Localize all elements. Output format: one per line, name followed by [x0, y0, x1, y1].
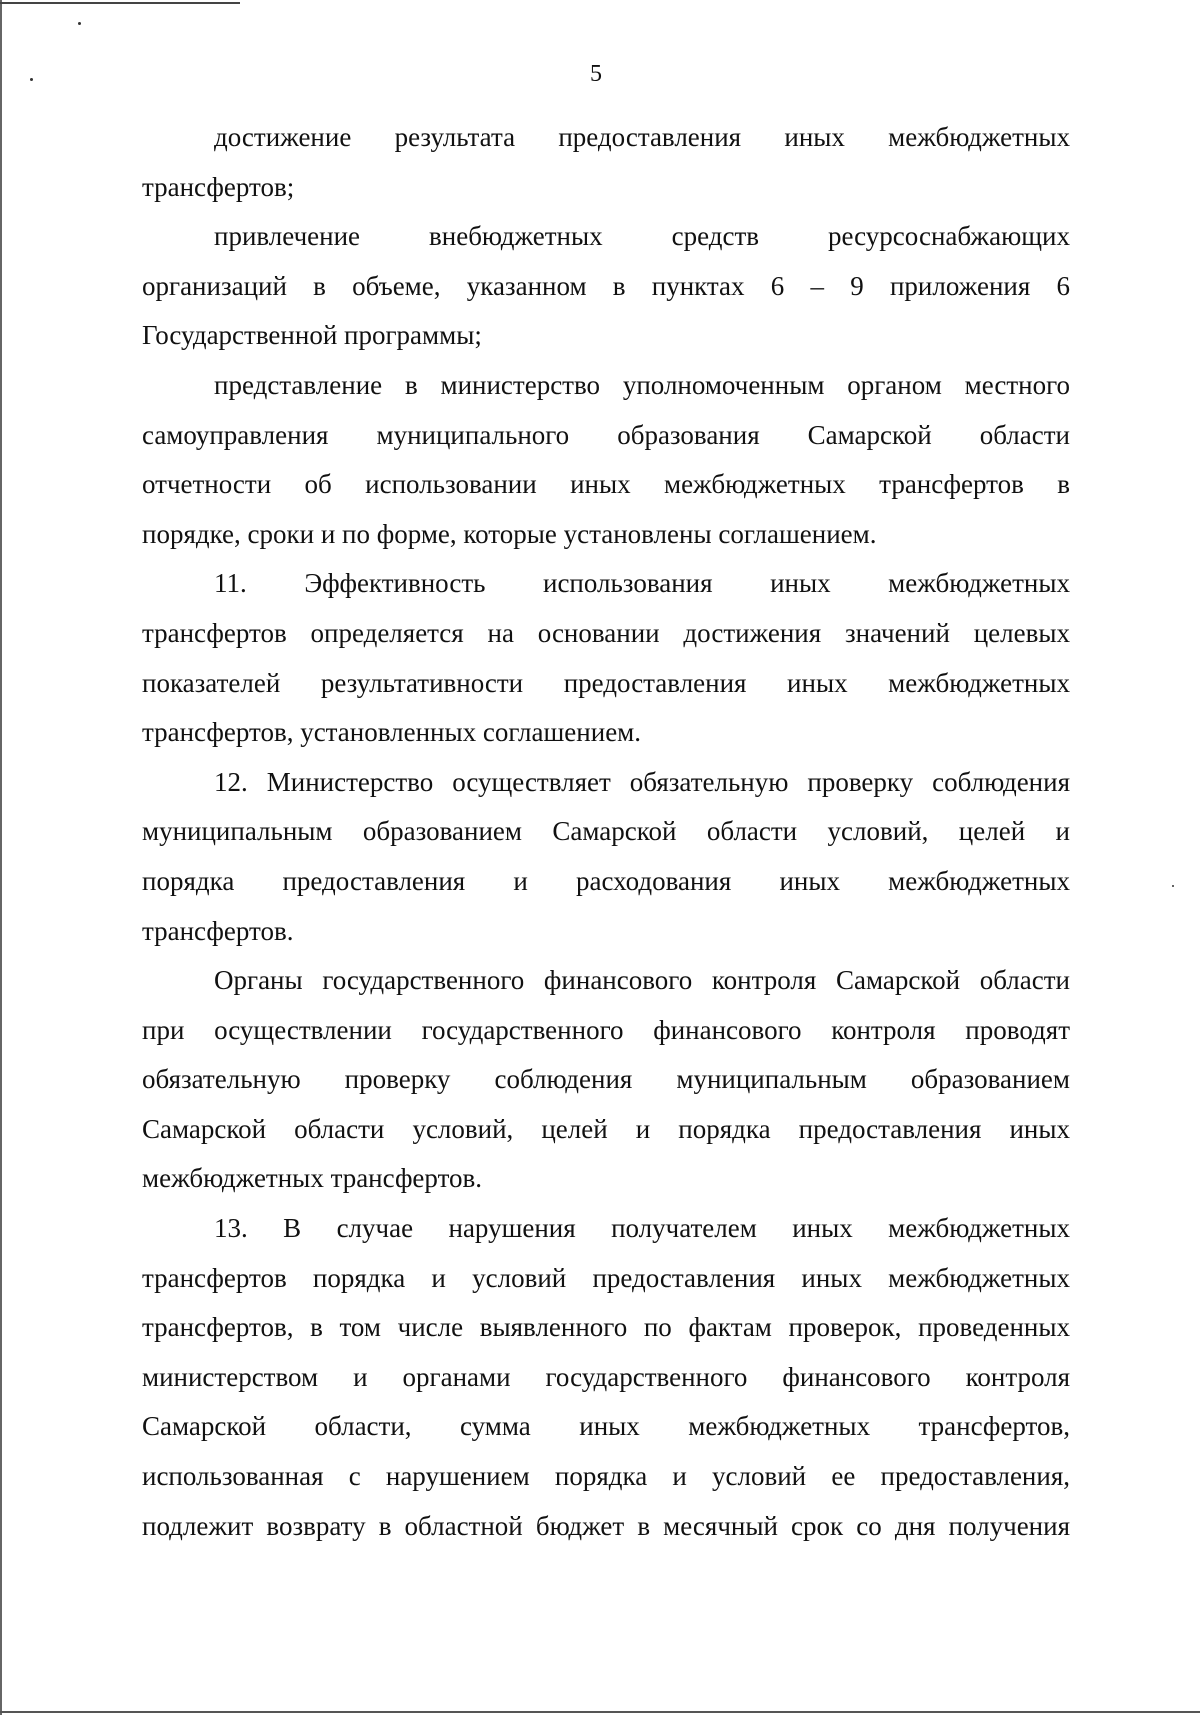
- text-line: отчетности об использовании иных межбюджетных трансфертов в: [142, 469, 1070, 500]
- text-line: обязательную проверку соблюдения муниципальным образованием: [142, 1064, 1070, 1095]
- text-line: трансфертов, установленных соглашением.: [142, 717, 642, 748]
- text-line: при осуществлении государственного финансового контроля проводят: [142, 1014, 1070, 1045]
- text-line: 11. Эффективность использования иных межбюджетных: [214, 568, 1070, 599]
- text-line: Самарской области условий, целей и порядка предоставления иных: [142, 1113, 1070, 1144]
- text-line: показателей результативности предоставления иных межбюджетных: [142, 667, 1070, 698]
- text-line: трансфертов определяется на основании достижения значений целевых: [142, 617, 1070, 648]
- text-line: самоуправления муниципального образования Самарской области: [142, 419, 1070, 450]
- paragraph-result-achievement: [142, 113, 1070, 212]
- text-line: муниципальным образованием Самарской области условий, целей и: [142, 816, 1070, 847]
- text-line: 13. В случае нарушения получателем иных межбюджетных: [214, 1213, 1070, 1244]
- scan-speck: [78, 22, 81, 25]
- text-line: Органы государственного финансового контроля Самарской области: [214, 965, 1070, 996]
- scan-edge-top: [0, 2, 240, 4]
- paragraph-12-ministry-check: [142, 758, 1070, 956]
- text-line: порядка предоставления и расходования иных межбюджетных: [142, 865, 1070, 896]
- text-line: порядке, сроки и по форме, которые установлены соглашением.: [142, 518, 877, 549]
- text-line: Самарской области, сумма иных межбюджетных трансфертов,: [142, 1411, 1070, 1442]
- text-line: организаций в объеме, указанном в пунктах 6 – 9 приложения 6: [142, 270, 1070, 301]
- paragraph-13-violations: [142, 1204, 1070, 1551]
- text-line: 12. Министерство осуществляет обязательную проверку соблюдения: [214, 766, 1070, 797]
- page-number: 5: [590, 61, 602, 87]
- scan-speck: [1172, 885, 1174, 887]
- text-line: трансфертов порядка и условий предоставления иных межбюджетных: [142, 1262, 1070, 1293]
- scan-speck: [30, 78, 33, 81]
- text-line: использованная с нарушением порядка и условий ее предоставления,: [142, 1461, 1070, 1492]
- text-line: трансфертов, в том числе выявленного по фактам проверок, проведенных: [142, 1312, 1070, 1343]
- paragraph-reporting: [142, 361, 1070, 559]
- text-line: трансфертов;: [142, 171, 295, 202]
- scan-edge-bottom: [0, 1711, 1200, 1713]
- paragraph-financial-control-bodies: [142, 956, 1070, 1204]
- scan-edge-left: [0, 0, 2, 1715]
- text-line: представление в министерство уполномоченным органом местного: [214, 369, 1070, 400]
- paragraph-extrabudgetary-funds: [142, 212, 1070, 361]
- text-line: привлечение внебюджетных средств ресурсоснабжающих: [214, 221, 1070, 252]
- text-line: межбюджетных трансфертов.: [142, 1163, 483, 1194]
- text-line: Государственной программы;: [142, 320, 482, 351]
- paragraph-11-efficiency: [142, 559, 1070, 757]
- document-body: [142, 113, 1070, 1551]
- text-line: трансфертов.: [142, 915, 294, 946]
- text-line: достижение результата предоставления иных межбюджетных: [214, 122, 1070, 152]
- text-line: подлежит возврату в областной бюджет в месячный срок со дня получения: [142, 1510, 1070, 1541]
- text-line: министерством и органами государственного финансового контроля: [142, 1361, 1070, 1392]
